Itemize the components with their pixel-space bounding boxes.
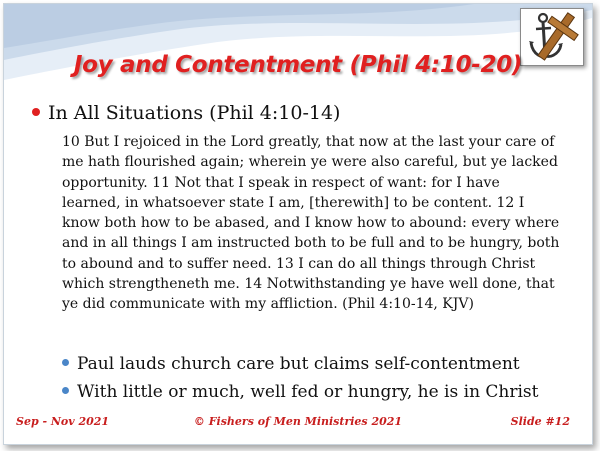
footer-date: Sep - Nov 2021 [16,415,110,428]
footer-slide-number: Slide #12 [510,415,570,428]
sub-bullet [62,382,539,402]
footer-copyright: © Fishers of Men Ministries 2021 [193,415,403,428]
sub-bullet-text: Paul lauds church care but claims self-contentment [77,354,520,374]
bullet-dot-icon [32,108,40,116]
bullet-dot-icon [62,359,69,366]
sub-bullet [62,354,520,374]
main-bullet-text: In All Situations (Phil 4:10-14) [48,102,341,124]
scripture-passage: 10 But I rejoiced in the Lord greatly, that now at the last your care of me hath flourished again; wherein ye were also careful, but ye lacked opportunity. 11 Not that I speak in respect of want: for I have learned, in whatsoever state I am, [therewith] to be content. 12 I know both how to be abased, and I know how to abound: every where and in all things I am instructed both to be full and to be hungry, both to abound and to suffer need. 13 I can do all things through Christ which strengtheneth me. 14 Notwithstanding ye have well done, that ye did communicate with my affliction. (Phil 4:10-14, KJV) [62,134,560,313]
slide-title: Joy and Contentment (Phil 4:10-20) [73,52,523,78]
slide [3,3,593,445]
sub-bullet-text: With little or much, well fed or hungry, he is in Christ [77,382,539,402]
bullet-dot-icon [62,387,69,394]
main-bullet [32,102,340,124]
